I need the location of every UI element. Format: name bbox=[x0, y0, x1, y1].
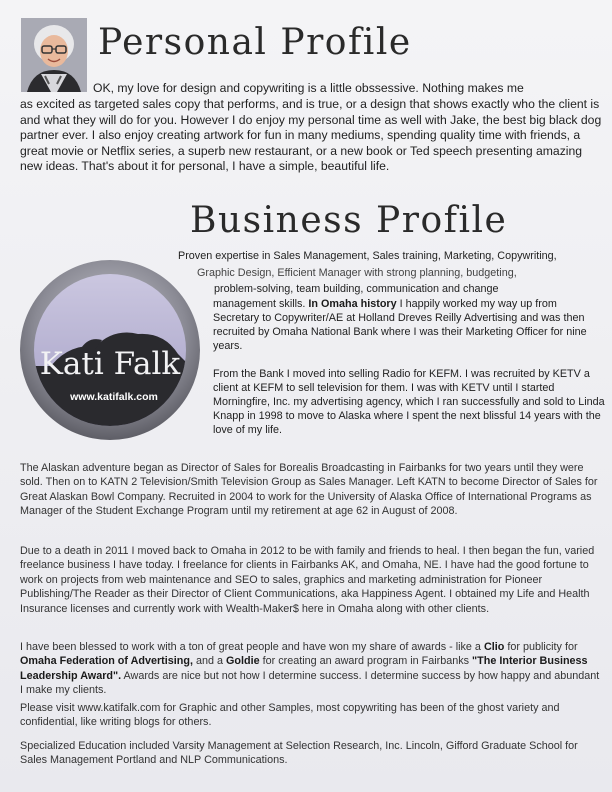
logo-name: Kati Falk bbox=[39, 346, 181, 382]
business-career-paragraph: From the Bank I moved into selling Radio for KEFM. I was recruited by KETV a client at KEFM to sell television for them. I was with KETV until I started Morningfire, Inc. my advertising agency, which I ran successfully and sold to Linda Knapp in 1998 to move to Alaska where I spent the next blissful 14 years with the love of my life. bbox=[213, 368, 605, 436]
omaha-paragraph: Due to a death in 2011 I moved back to Omaha in 2012 to be with family and friends to heal. I then began the fun, varied freelance business I have today. I freelance for clients in Fairbanks AK, and Omaha, NE. I have had the good fortune to work on projects from web maintenance and SEO to sales, graphics and marketing administration for Pioneer Publishing/The Reader as their Director of Client Communications, aka Happiness Agent. I obtained my Life and Health Insurance licenses and currently work with Wealth-Maker$ here in Omaha along with other clients. bbox=[20, 545, 595, 615]
samples-paragraph: Please visit www.katifalk.com for Graphic and other Samples, most copywriting has been of the ghost variety and confidential, like writing blogs for others. bbox=[20, 702, 560, 729]
business-history-start: management skills. bbox=[213, 298, 309, 310]
logo-url: www.katifalk.com bbox=[70, 391, 158, 403]
portrait-illustration bbox=[21, 18, 87, 92]
awards-text-i: Awards are nice but not how I determine success. I determine success by how happy and abundant I make my clients. bbox=[20, 669, 600, 697]
business-line-3: problem-solving, team building, communication and change bbox=[214, 283, 499, 295]
logo-badge bbox=[18, 258, 202, 442]
business-history-paragraph bbox=[213, 297, 593, 353]
award-goldie: Goldie bbox=[226, 655, 260, 668]
business-profile-heading: Business Profile bbox=[190, 200, 508, 241]
award-interior-business: "The Interior Business Leadership Award". bbox=[20, 655, 588, 682]
awards-text-e: and a bbox=[192, 655, 227, 668]
business-line-2: Graphic Design, Efficient Manager with strong planning, budgeting, bbox=[197, 267, 517, 279]
personal-profile-first-line: OK, my love for design and copywriting is a little obssessive. Nothing makes me bbox=[93, 81, 524, 95]
business-history-highlight: In Omaha history bbox=[308, 298, 397, 310]
profile-photo bbox=[21, 18, 87, 92]
business-history-rest: I happily worked my way up from Secretary to Copywriter/AE at Holland Dreves Reilly Advertising and was then recruited by Omaha National Bank where I was their Marketing Officer for nine years. bbox=[213, 298, 587, 352]
alaska-paragraph: The Alaskan adventure began as Director of Sales for Borealis Broadcasting in Fairbanks for two years until they were sold. Then on to KATN 2 Television/Smith Television Group as Sales Manager. Left KATN to become Director of Sales for Great Alaskan Bowl Company. Recruited in 2004 to work for the University of Alaska Office of International Programs as Manager of the Student Exchange Program until my retirement at age 62 in August of 2008. bbox=[20, 462, 598, 518]
business-line-1: Proven expertise in Sales Management, Sales training, Marketing, Copywriting, bbox=[178, 250, 557, 262]
awards-text-a: I have been blessed to work with a ton of great people and have won my share of awards - like a bbox=[20, 641, 484, 653]
kati-falk-logo bbox=[18, 258, 202, 442]
award-omaha-federation: Omaha Federation of Advertising, bbox=[20, 655, 193, 668]
awards-paragraph bbox=[20, 640, 605, 698]
education-paragraph: Specialized Education included Varsity Management at Selection Research, Inc. Lincoln, Gifford Graduate School for Sales Management Portland and NLP Communications. bbox=[20, 740, 578, 767]
personal-profile-text: as excited as targeted sales copy that performs, and is true, or a design that shows exactly who the client is and what they will do for you. However I do enjoy my personal time as well with Jake, the best big black dog partner ever. I also enjoy creating artwork for fun in many mediums, spending quality time with friends, a great movie or Netflix series, a superb new restaurant, or a new book or Ted speech presenting amazing new ideas. That's about it for personal, I have a simple, beautiful life. bbox=[20, 97, 602, 174]
awards-text-c: for publicity for bbox=[504, 641, 578, 653]
awards-text-g: for creating an award program in Fairbanks bbox=[259, 655, 473, 668]
personal-profile-heading: Personal Profile bbox=[98, 22, 412, 63]
award-clio: Clio bbox=[483, 641, 505, 653]
